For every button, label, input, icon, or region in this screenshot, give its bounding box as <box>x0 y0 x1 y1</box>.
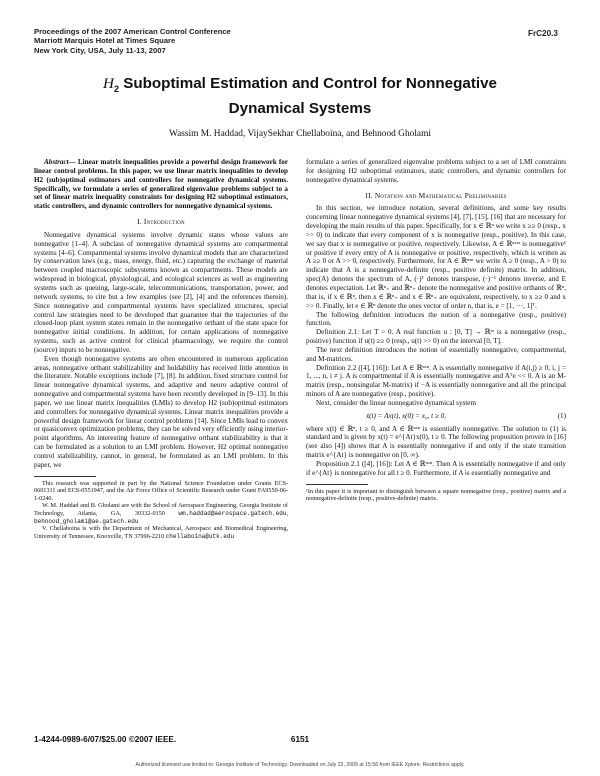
right-footnote: ¹In this paper it is important to distinguish between a square nonnegative (resp., positive) matrix and a nonnegative-definite (resp., positive-definite) matrix. <box>306 487 566 503</box>
header-line-1: Proceedings of the 2007 American Control Conference <box>34 27 231 36</box>
equation-number: (1) <box>557 411 566 420</box>
title-line-1-text: Suboptimal Estimation and Control for Nonnegative <box>118 75 497 92</box>
title-line-2: Dynamical Systems <box>228 100 372 118</box>
right-column <box>306 158 566 503</box>
system-intro: Next, consider the linear nonnegative dynamical system <box>316 398 477 407</box>
equation-body: ẋ(t) = Ax(t), x(0) = x₀, t ≥ 0, <box>366 411 446 420</box>
paper-title <box>0 74 600 118</box>
affiliation-haddad-gholami: W. M. Haddad and B. Gholami are with the School of Aerospace Engineering, Georgia Institute of Technology, Atlanta, GA, 30332-0150 wm.haddad@aerospace.gatech.edu, behnood_gholami@ae.gatech.edu <box>34 502 288 525</box>
intro-paragraph-2: Even though nonnegative systems are often encountered in numerous application areas, nonnegative orthant stabilizability and holdability has received little attention in the literature. Notable exceptions include [7], [8]. In addition, fixed structure control for linear nonnegative dynamical systems, and adaptive and neuro adaptive control of nonnegative and compartmental systems have been recently developed in [9–13]. In this paper, we use linear matrix inequalities (LMIs) to develop H2 (sub)optimal estimators and controllers for nonnegative dynamical systems. Linear matrix inequalities provide a powerful design framework for linear control problems [14]. Since LMIs lead to convex or quasiconvex optimization problems, they can be solved very efficiently using interior-point algorithms. An interesting feature of nonnegative orthant stabilizability is that it can be formulated as a solution to an LMI problem. However, H2 optimal nonnegative control stabilizability, cannot, in general, be formulated as an LMI problem. In this paper, we <box>34 354 288 469</box>
affiliation-chellaboina: V. Chellaboina is with the Department of Mechanical, Aerospace and Biomedical Engineering, University of Tennessee, Knoxville, TN 37996-2210 chellaboina@utk.edu <box>34 525 288 540</box>
page-number: 6151 <box>290 735 310 744</box>
definition-2-2: Definition 2.2 ([4], [16]): Let A ∈ ℝⁿˣⁿ. A is essentially nonnegative if A(i,j) ≥ 0, i, j = 1, ..., n, i ≠ j. A is compartmental if A is essentially nonnegative and Aᵀe << 0. A is an M-matrix (resp., nonsingular M-matrix) if −A is essentially nonnegative and all the principal minors of A are nonnegative (resp., positive). <box>306 363 566 399</box>
session-code: FrC20.3 <box>527 29 558 38</box>
email-chellaboina[interactable]: chellaboina@utk.edu <box>165 532 235 540</box>
h2-subscript: 2 <box>113 84 119 95</box>
conference-header <box>34 27 231 55</box>
definition-intro: The following definition introduces the notion of a nonnegative (resp., positive) function. <box>306 310 566 328</box>
definition-2-1: Definition 2.1: Let T > 0. A real function u : [0, T] → ℝᵐ is a nonnegative (resp., positive) function if u(t) ≥≥ 0 (resp., u(t) >> 0) on the interval [0, T]. <box>306 328 566 346</box>
abstract <box>34 158 288 211</box>
header-line-3: New York City, USA, July 11-13, 2007 <box>34 45 166 55</box>
h2-symbol: H <box>103 75 114 92</box>
abstract-text: — Linear matrix inequalities provide a powerful design framework for linear control problems. In this paper, we use linear matrix inequalities to develop H2 (sub)optimal estimators and controllers for nonnegative dynamical systems. Specifically, we formulate a series of generalized eigenvalue problems subject to a set of linear matrix inequality constraints for designing H2 suboptimal estimators, static controllers, and dynamic controllers for nonnegative dynamical systems. <box>34 158 288 211</box>
isbn-line: 1-4244-0989-6/07/$25.00 ©2007 IEEE. <box>34 735 177 744</box>
notation-paragraph: In this section, we introduce notation, several definitions, and some key results concerning linear nonnegative dynamical systems [4], [7], [15], [16] that are necessary for developing the main results of this paper. Specifically, for x ∈ ℝⁿ we write x ≥≥ 0 (resp., x >> 0) to indicate that every component of x is nonnegative (resp., positive). In this case, we say that x is nonnegative or positive, respectively. Likewise, A ∈ ℝⁿˣᵐ is nonnegative¹ or positive if every entry of A is nonnegative or positive, respectively, which is written as A ≥≥ 0 or A >> 0, respectively. Furthermore, for A ∈ ℝⁿˣⁿ we write A ≥ 0 (resp., A > 0) to indicate that A is a nonnegative-definite (resp., positive definite) matrix. In addition, spec(A) denotes the spectrum of A, (·)ᵀ denotes transpose, (·)⁻¹ denotes inverse, and E denotes expectation. Let ℝⁿ₊ and ℝⁿ₊ denote the nonnegative and positive orthants of ℝⁿ, that is, if x ∈ ℝⁿ, then x ∈ ℝⁿ₊ and x ∈ ℝⁿ₊ are equivalent, respectively, to x ≥≥ 0 and x >> 0. Finally, let e ∈ ℝⁿ denote the ones vector of order n, that is, e = [1, ···, 1]ᵀ. <box>306 204 566 310</box>
intro-continuation: formulate a series of generalized eigenvalue problems subject to a set of LMI constraints for designing H2 suboptimal estimators, static controllers, and dynamic controllers for nonnegative dynamical systems. <box>306 158 566 184</box>
footnote-rule <box>34 476 96 477</box>
funding-note: This research was supported in part by the National Science Foundation under Grants ECS-0601311 and ECS-0551947, and the Air Force Office of Scientific Research under Grant FA9550-06-1-0240. <box>34 479 288 502</box>
abstract-label: Abstract <box>44 158 69 166</box>
definition-2-2-intro: The next definition introduces the notion of essentially nonnegative, compartmental, and M-matrices. <box>306 345 566 363</box>
section-heading-intro: I. Introduction <box>137 217 185 227</box>
solution-paragraph: where x(t) ∈ ℝⁿ, t ≥ 0, and A ∈ ℝⁿˣⁿ is essentially nonnegative. The solution to (1) is standard and is given by x(t) = e^{At}x(0), t ≥ 0. The following proposition proven in [16] (see also [4]) shows that A is essentially nonnegative if and only if the state transition matrix e^{At} is nonnegative on [0, ∞). <box>306 424 566 460</box>
intro-paragraph-1: Nonnegative dynamical systems involve dynamic states whose values are nonnegative [1–4]. A subclass of nonnegative dynamical systems are compartmental systems [4–6]. Compartmental systems involve dynamical models that are characterized by conservation laws (e.g., mass, energy, fluid, etc.) capturing the exchange of material between coupled macroscopic subsystems known as compartments. These models are widespread in biological, physiological, and ecological sciences as well as engineering systems such as queuing, large-scale, telecommunications, transportation, power, and network systems, to cite but a few examples (see [2], [4] and the references therein). Since nonnegative and compartmental systems have specialized structures, special control law strategies need to be developed that guarantee that the trajectories of the closed-loop plant system states remain in the nonnegative orthant of the state space for nonnegative initial conditions. In addition, for certain applications of nonnegative systems, such as active control for clinical pharmacology, we require the control (source) inputs to be nonnegative. <box>34 230 288 354</box>
left-column <box>34 158 288 540</box>
email-gholami[interactable]: behnood_gholami@ae.gatech.edu <box>34 517 139 525</box>
title-line-1 <box>0 74 600 99</box>
authors: Wassim M. Haddad, VijaySekhar Chellaboina, and Behnood Gholami <box>168 129 431 139</box>
left-footnotes <box>34 480 288 541</box>
header-line-2: Marriott Marquis Hotel at Times Square <box>34 36 176 46</box>
email-haddad[interactable]: wm.haddad@aerospace.gatech.edu <box>178 510 287 518</box>
right-footnote-rule <box>306 484 368 485</box>
equation-1 <box>306 412 566 421</box>
proposition-2-1: Proposition 2.1 ([4], [16]): Let A ∈ ℝⁿˣⁿ. Then A is essentially nonnegative if and only if e^{At} is nonnegative for all t ≥ 0. Furthermore, if A is essentially nonnegative and <box>306 460 566 477</box>
download-notice: Authorized licensed use limited to: Georgia Institute of Technology. Downloaded on July 22, 2009 at 15:56 from IEEE Xplore. Restrictions apply. <box>135 762 465 768</box>
section-heading-notation: II. Notation and Mathematical Preliminaries <box>365 190 507 200</box>
